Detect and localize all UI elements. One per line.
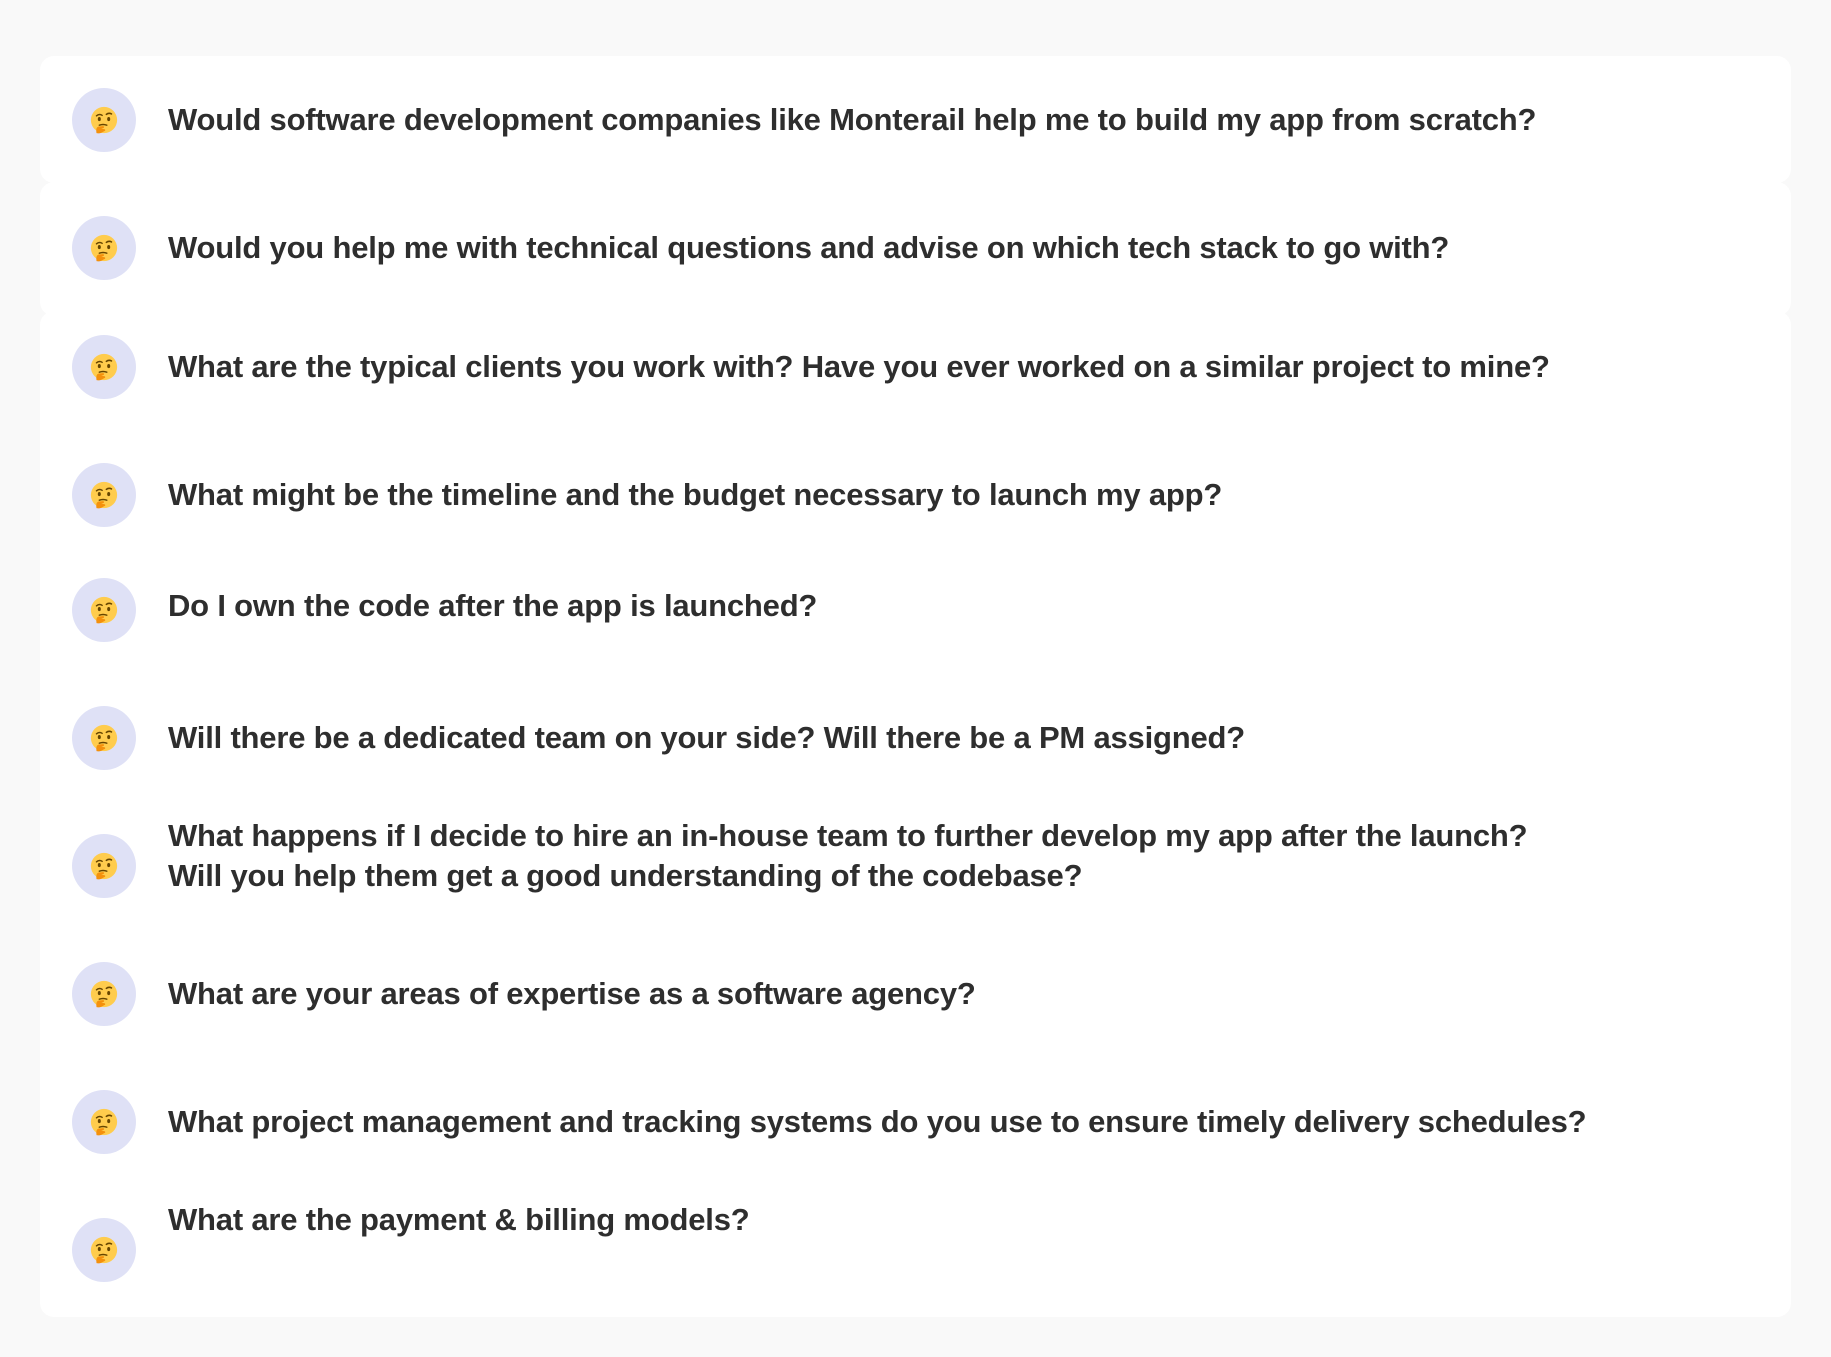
thinking-face-icon <box>72 578 136 642</box>
faq-item-payment-billing[interactable] <box>40 1202 1791 1282</box>
faq-list <box>40 56 1791 1317</box>
faq-item-code-ownership[interactable] <box>40 578 1791 642</box>
thinking-face-icon <box>72 463 136 527</box>
thinking-face-icon <box>72 962 136 1026</box>
faq-item-expertise[interactable] <box>40 962 1791 1026</box>
faq-item-dedicated-team[interactable] <box>40 706 1791 770</box>
faq-card <box>40 311 1791 1317</box>
faq-question: What happens if I decide to hire an in-house team to further develop my app after the launch? Will you help them get a good understanding of the codebase? <box>168 818 1528 893</box>
faq-question: Would software development companies like Monterail help me to build my app from scratch? <box>168 102 1537 137</box>
thinking-face-icon <box>72 1090 136 1154</box>
faq-item-typical-clients[interactable] <box>40 335 1791 399</box>
faq-question: What are the payment & billing models? <box>168 1202 750 1237</box>
faq-question: Will there be a dedicated team on your side? Will there be a PM assigned? <box>168 720 1245 755</box>
thinking-face-icon <box>72 88 136 152</box>
faq-question: What project management and tracking systems do you use to ensure timely delivery schedules? <box>168 1104 1587 1139</box>
faq-question: Would you help me with technical questions and advise on which tech stack to go with? <box>168 230 1450 265</box>
thinking-face-icon <box>72 1218 136 1282</box>
faq-question: Do I own the code after the app is launched? <box>168 588 818 623</box>
faq-item-project-management[interactable] <box>40 1090 1791 1154</box>
thinking-face-icon <box>72 216 136 280</box>
faq-item-tech-stack[interactable] <box>40 216 1791 280</box>
faq-question: What are the typical clients you work with? Have you ever worked on a similar project to mine? <box>168 349 1550 384</box>
thinking-face-icon <box>72 706 136 770</box>
thinking-face-icon <box>72 834 136 898</box>
faq-item-in-house-team[interactable] <box>40 818 1791 898</box>
thinking-face-icon <box>72 335 136 399</box>
faq-question: What are your areas of expertise as a software agency? <box>168 976 976 1011</box>
faq-item-build-from-scratch[interactable] <box>40 88 1791 152</box>
faq-question: What might be the timeline and the budget necessary to launch my app? <box>168 477 1223 512</box>
faq-item-timeline-budget[interactable] <box>40 463 1791 527</box>
